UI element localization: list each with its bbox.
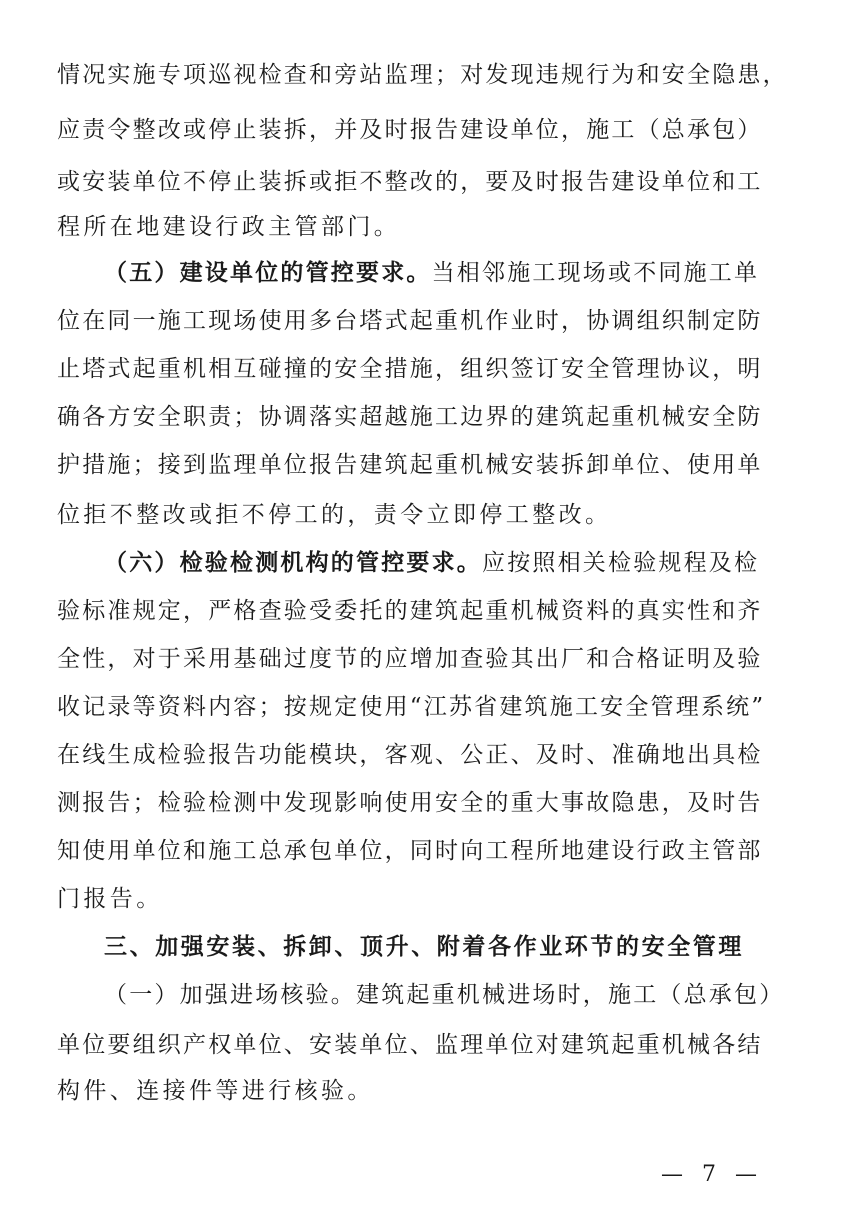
paragraph-6-line: 收记录等资料内容；按规定使用“江苏省建筑施工安全管理系统” bbox=[57, 694, 766, 720]
paragraph-continuation-line-3: 或安装单位不停止装拆或拒不整改的，要及时报告建设单位和工 bbox=[57, 169, 763, 195]
page-number: — 7 — bbox=[661, 1162, 763, 1187]
paragraph-5-line: 位在同一施工现场使用多台塔式起重机作业时，协调组织制定防 bbox=[57, 308, 763, 334]
paragraph-continuation-line-2: 应责令整改或停止装拆，并及时报告建设单位，施工（总承包） bbox=[57, 117, 763, 143]
paragraph-continuation-line-1: 情况实施专项巡视检查和旁站监理；对发现违规行为和安全隐患， bbox=[57, 62, 788, 88]
paragraph-6-first-text: 应按照相关检验规程及检 bbox=[482, 550, 760, 576]
section-3-title: 三、加强安装、拆卸、顶升、附着各作业环节的安全管理 bbox=[104, 934, 744, 960]
paragraph-continuation-line-4: 程所在地建设行政主管部门。 bbox=[57, 214, 401, 240]
paragraph-6-line: 验标准规定，严格查验受委托的建筑起重机械资料的真实性和齐 bbox=[57, 598, 763, 624]
paragraph-6-line: 测报告；检验检测中发现影响使用安全的重大事故隐患，及时告 bbox=[57, 790, 763, 816]
paragraph-3-1-first-text: 建筑起重机械进场时，施工（总承包） bbox=[356, 982, 785, 1008]
paragraph-3-1-heading: （一）加强进场核验。 bbox=[104, 982, 356, 1008]
paragraph-6-first-line bbox=[104, 548, 797, 578]
paragraph-3-1-first-line bbox=[104, 980, 797, 1010]
paragraph-5-heading: （五）建设单位的管控要求。 bbox=[104, 260, 432, 286]
paragraph-3-1-line: 单位要组织产权单位、安装单位、监理单位对建筑起重机械各结 bbox=[57, 1032, 763, 1058]
paragraph-6-heading: （六）检验检测机构的管控要求。 bbox=[104, 550, 482, 576]
paragraph-6-line: 知使用单位和施工总承包单位，同时向工程所地建设行政主管部 bbox=[57, 838, 763, 864]
paragraph-3-1-line: 构件、连接件等进行核验。 bbox=[57, 1078, 374, 1104]
paragraph-5-first-line bbox=[104, 258, 797, 288]
paragraph-6-line: 全性，对于采用基础过度节的应增加查验其出厂和合格证明及验 bbox=[57, 646, 763, 672]
paragraph-6-line: 在线生成检验报告功能模块，客观、公正、及时、准确地出具检 bbox=[57, 742, 763, 768]
paragraph-5-line: 护措施；接到监理单位报告建筑起重机械安装拆卸单位、使用单 bbox=[57, 452, 763, 478]
paragraph-5-line: 止塔式起重机相互碰撞的安全措施，组织签订安全管理协议，明 bbox=[57, 356, 763, 382]
paragraph-6-line: 门报告。 bbox=[57, 886, 163, 912]
paragraph-5-line: 位拒不整改或拒不停工的，责令立即停工整改。 bbox=[57, 502, 612, 528]
paragraph-5-line: 确各方安全职责；协调落实超越施工边界的建筑起重机械安全防 bbox=[57, 404, 763, 430]
paragraph-5-first-text: 当相邻施工现场或不同施工单 bbox=[431, 260, 760, 286]
